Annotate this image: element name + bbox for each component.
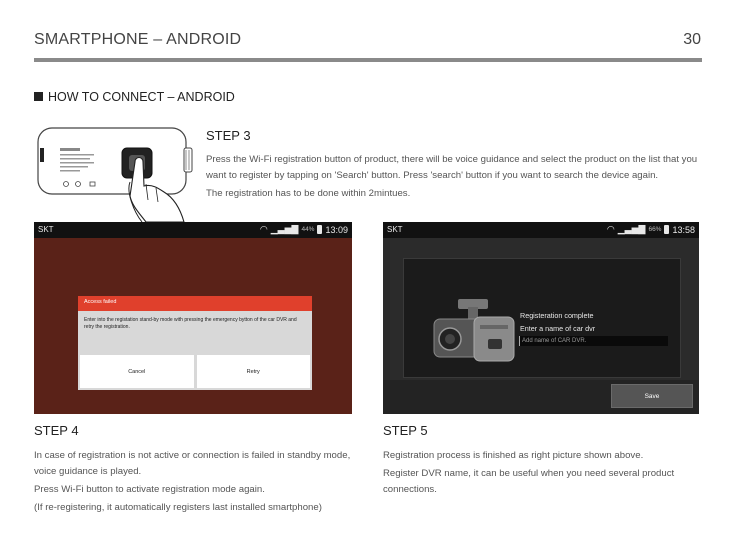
dialog-message: Enter into the registation stand-by mode with pressing the emergency bytton of the car DVR and retry the registration.: [84, 317, 297, 330]
dashcam-illustration: [428, 295, 528, 367]
step3-title: STEP 3: [206, 128, 251, 143]
dialog-title: Access failed: [78, 296, 312, 311]
section-heading: [34, 90, 235, 104]
step4-paragraph: In case of registration is not active or connection is failed in standby mode, voice guidance is played.: [34, 450, 351, 477]
phone-screenshot-access-failed: [34, 222, 352, 414]
step4-paragraph: Press Wi-Fi button to activate registration mode again.: [34, 484, 265, 495]
app-screen: [383, 238, 699, 414]
phone-screenshot-registration-complete: [383, 222, 699, 414]
access-failed-dialog: [78, 296, 312, 390]
step5-paragraph: Register DVR name, it can be useful when you need several product connections.: [383, 468, 675, 495]
status-bar: [34, 222, 352, 238]
step4-text: [34, 448, 354, 518]
page-number: 30: [683, 31, 701, 48]
clock: 13:09: [325, 224, 348, 235]
battery-percent: 44%: [301, 226, 315, 233]
page-header-title: SMARTPHONE – ANDROID: [34, 31, 242, 48]
section-title: HOW TO CONNECT – ANDROID: [48, 90, 235, 104]
step3-paragraph: Press the Wi-Fi registration button of product, there will be voice guidance and select the product on the list that you want to register by tapping on 'Search' button. Press 'search' button if you want to search the device again.: [206, 154, 698, 181]
step5-paragraph: Registration process is finished as right picture shown above.: [383, 450, 644, 461]
square-bullet-icon: [34, 92, 43, 101]
device-illustration: [34, 122, 202, 226]
step3-paragraph: The registration has to be done within 2mintues.: [206, 188, 411, 199]
step3-text: [206, 152, 700, 204]
registration-complete-label: Registeration complete: [520, 311, 594, 320]
clock: 13:58: [672, 224, 695, 235]
step5-text: [383, 448, 703, 500]
bottom-bar: [383, 380, 699, 414]
status-bar: [383, 222, 699, 238]
carrier-label: SKT: [38, 225, 54, 234]
header-rule: [34, 58, 702, 62]
save-button[interactable]: Save: [611, 384, 693, 408]
cancel-button[interactable]: Cancel: [80, 355, 194, 388]
battery-icon: [317, 225, 322, 234]
enter-name-label: Enter a name of car dvr: [520, 324, 596, 333]
wifi-icon: ◠: [606, 224, 615, 234]
step4-paragraph: (If re-registering, it automatically registers last installed smartphone): [34, 502, 322, 513]
app-screen: [34, 238, 352, 414]
battery-percent: 66%: [648, 226, 662, 233]
registration-panel: [403, 258, 681, 378]
signal-icon: ▁▃▅▇: [617, 224, 646, 234]
step5-title: STEP 5: [383, 423, 428, 438]
signal-icon: ▁▃▅▇: [270, 224, 299, 234]
wifi-icon: ◠: [259, 224, 268, 234]
carrier-label: SKT: [387, 225, 403, 234]
step4-title: STEP 4: [34, 423, 79, 438]
retry-button[interactable]: Retry: [197, 355, 311, 388]
battery-icon: [664, 225, 669, 234]
dvr-name-input[interactable]: Add name of CAR DVR.: [519, 336, 668, 346]
